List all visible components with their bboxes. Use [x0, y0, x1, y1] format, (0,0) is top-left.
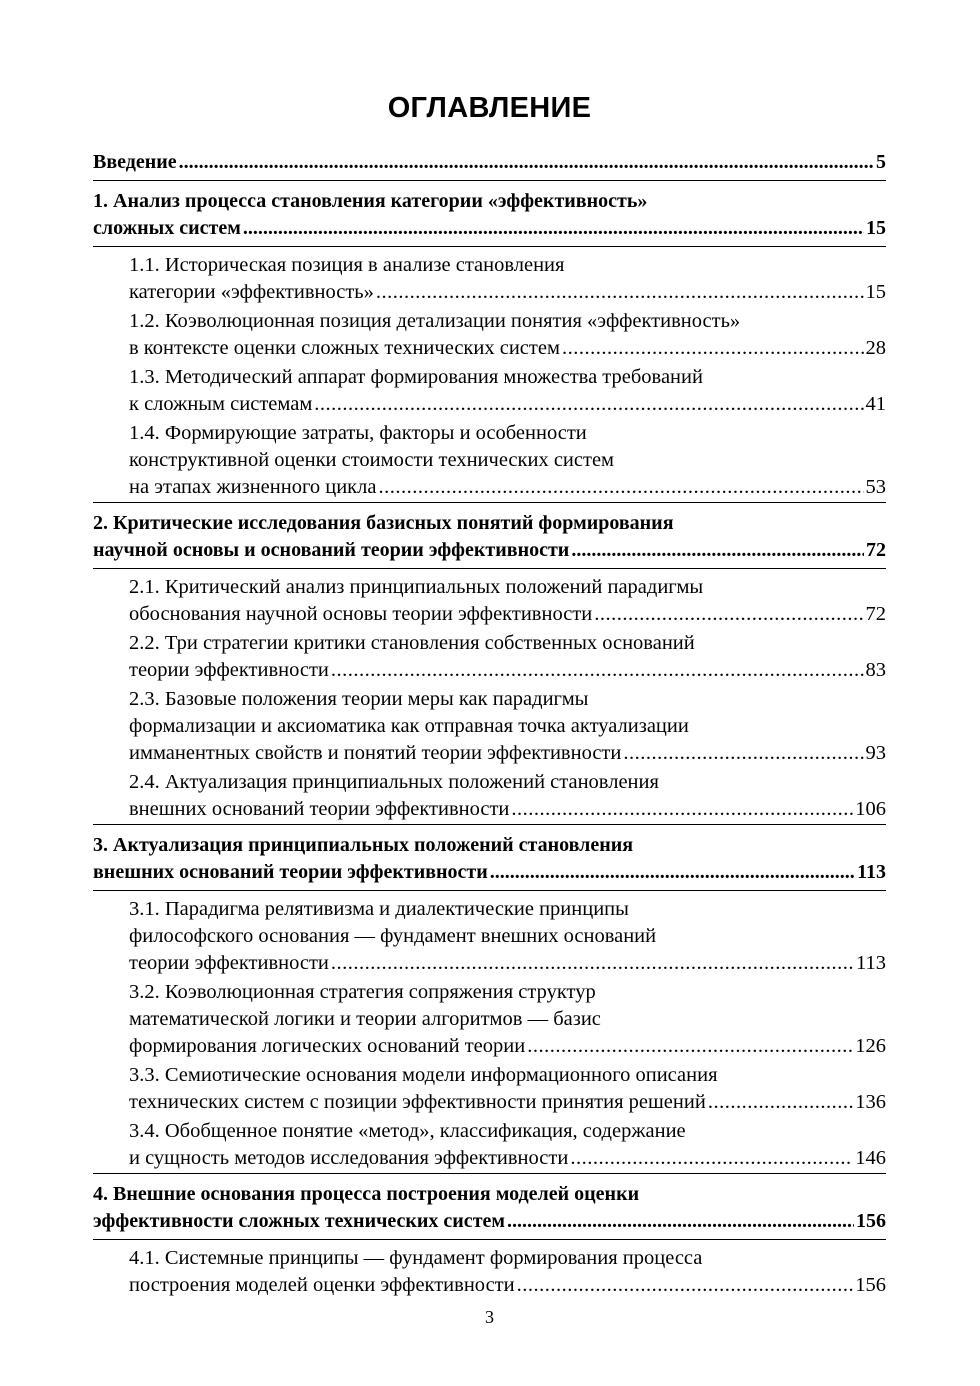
- toc-entry-text: научной основы и оснований теории эффективности: [93, 539, 570, 561]
- toc-page-number: 83: [865, 659, 886, 681]
- toc-chapter-entry[interactable]: [93, 185, 886, 247]
- toc-entry-text: и сущность методов исследования эффективности: [129, 1147, 569, 1169]
- toc-chapter-entry[interactable]: [93, 1178, 886, 1240]
- toc-page-number: 72: [865, 603, 886, 625]
- toc-entry-text: 1.4. Формирующие затраты, факторы и особенности: [129, 422, 587, 444]
- dot-leader: [376, 279, 864, 306]
- toc-entry-text: 4. Внешние основания процесса построения моделей оценки: [93, 1183, 640, 1205]
- toc-section-entry[interactable]: [93, 685, 886, 768]
- toc-entry-text: 2.1. Критический анализ принципиальных положений парадигмы: [129, 576, 704, 598]
- dot-leader: [562, 335, 864, 362]
- toc-chapter-entry[interactable]: [93, 507, 886, 569]
- toc-entry-text: технических систем с позиции эффективности принятия решений: [129, 1091, 706, 1113]
- toc-entry-text: 3.1. Парадигма релятивизма и диалектические принципы: [129, 898, 629, 920]
- toc-section-entry[interactable]: [93, 1061, 886, 1117]
- toc-entry-text: 2.4. Актуализация принципиальных положений становления: [129, 771, 659, 793]
- toc-entry-text: 1. Анализ процесса становления категории «эффективность»: [93, 190, 648, 212]
- toc-page-number: 15: [866, 217, 886, 239]
- toc-entry-text: в контексте оценки сложных технических систем: [129, 337, 560, 359]
- toc-section-entry[interactable]: [93, 768, 886, 825]
- dot-leader: [507, 1208, 854, 1235]
- dot-leader: [243, 215, 864, 242]
- table-of-contents: [93, 146, 886, 1300]
- toc-section-entry[interactable]: [93, 573, 886, 629]
- toc-page-number: 156: [855, 1274, 886, 1296]
- toc-entry-text: 3.3. Семиотические основания модели информационного описания: [129, 1064, 718, 1086]
- toc-page-number: 93: [865, 742, 886, 764]
- toc-entry-text: конструктивной оценки стоимости технических систем: [129, 449, 615, 471]
- toc-page-number: 146: [855, 1147, 886, 1169]
- toc-entry-text: формализации и аксиоматика как отправная точка актуализации: [129, 715, 689, 737]
- toc-entry-text: 2.3. Базовые положения теории меры как парадигмы: [129, 688, 589, 710]
- dot-leader: [314, 391, 863, 418]
- toc-entry-text: на этапах жизненного цикла: [129, 476, 377, 498]
- toc-section-entry[interactable]: [93, 629, 886, 685]
- toc-entry-text: формирования логических оснований теории: [129, 1035, 526, 1057]
- toc-page-number: 53: [865, 476, 886, 498]
- toc-entry-text: теории эффективности: [129, 659, 329, 681]
- toc-page-number: 5: [876, 151, 886, 173]
- toc-entry-text: теории эффективности: [129, 952, 329, 974]
- toc-chapter-entry[interactable]: [93, 146, 886, 181]
- toc-section-entry[interactable]: [93, 895, 886, 978]
- toc-page-number: 15: [865, 281, 886, 303]
- toc-section-entry[interactable]: [93, 1117, 886, 1174]
- toc-section-entry[interactable]: [93, 1244, 886, 1300]
- toc-entry-text: философского основания — фундамент внешних оснований: [129, 925, 657, 947]
- toc-page-number: 136: [855, 1091, 886, 1113]
- dot-leader: [378, 474, 863, 501]
- toc-entry-text: математической логики и теории алгоритмов — базис: [129, 1008, 601, 1030]
- toc-entry-text: Введение: [93, 151, 177, 173]
- toc-entry-text: 2. Критические исследования базисных понятий формирования: [93, 512, 674, 534]
- toc-entry-text: к сложным системам: [129, 393, 313, 415]
- dot-leader: [623, 740, 863, 767]
- toc-entry-text: 3.2. Коэволюционная стратегия сопряжения структур: [129, 981, 596, 1003]
- page-title: ОГЛАВЛЕНИЕ: [387, 92, 592, 124]
- toc-page-number: 41: [865, 393, 886, 415]
- toc-section-entry[interactable]: [93, 251, 886, 307]
- dot-leader: [331, 657, 864, 684]
- toc-page-number: 126: [855, 1035, 886, 1057]
- toc-section-entry[interactable]: [93, 307, 886, 363]
- dot-leader: [527, 1033, 853, 1060]
- toc-chapter-entry[interactable]: [93, 829, 886, 891]
- toc-section-entry[interactable]: [93, 363, 886, 419]
- toc-page-number: 113: [857, 861, 886, 883]
- page-number: 3: [485, 1307, 494, 1327]
- dot-leader: [490, 859, 855, 886]
- toc-entry-text: 3. Актуализация принципиальных положений становления: [93, 834, 634, 856]
- toc-entry-text: 4.1. Системные принципы — фундамент формирования процесса: [129, 1247, 703, 1269]
- dot-leader: [331, 950, 854, 977]
- toc-page-number: 72: [866, 539, 886, 561]
- toc-page-number: 113: [856, 952, 886, 974]
- toc-entry-text: 3.4. Обобщенное понятие «метод», классификация, содержание: [129, 1120, 686, 1142]
- toc-entry-text: 1.2. Коэволюционная позиция детализации понятия «эффективность»: [129, 310, 741, 332]
- toc-entry-text: 1.3. Методический аппарат формирования множества требований: [129, 366, 703, 388]
- dot-leader: [179, 149, 874, 176]
- toc-page-number: 106: [855, 798, 886, 820]
- dot-leader: [517, 1272, 854, 1299]
- toc-page-number: 28: [865, 337, 886, 359]
- dot-leader: [571, 537, 864, 564]
- toc-entry-text: внешних оснований теории эффективности: [93, 861, 488, 883]
- toc-page-number: 156: [856, 1210, 886, 1232]
- dot-leader: [570, 1145, 853, 1172]
- toc-entry-text: 1.1. Историческая позиция в анализе становления: [129, 254, 565, 276]
- toc-entry-text: сложных систем: [93, 217, 241, 239]
- toc-entry-text: эффективности сложных технических систем: [93, 1210, 506, 1232]
- toc-entry-text: построения моделей оценки эффективности: [129, 1274, 515, 1296]
- dot-leader: [594, 601, 863, 628]
- toc-section-entry[interactable]: [93, 419, 886, 503]
- toc-entry-text: имманентных свойств и понятий теории эффективности: [129, 742, 622, 764]
- dot-leader: [511, 796, 853, 823]
- toc-entry-text: 2.2. Три стратегии критики становления собственных оснований: [129, 632, 695, 654]
- toc-entry-text: внешних оснований теории эффективности: [129, 798, 510, 820]
- toc-entry-text: обоснования научной основы теории эффективности: [129, 603, 593, 625]
- toc-entry-text: категории «эффективность»: [129, 281, 374, 303]
- dot-leader: [708, 1089, 853, 1116]
- toc-section-entry[interactable]: [93, 978, 886, 1061]
